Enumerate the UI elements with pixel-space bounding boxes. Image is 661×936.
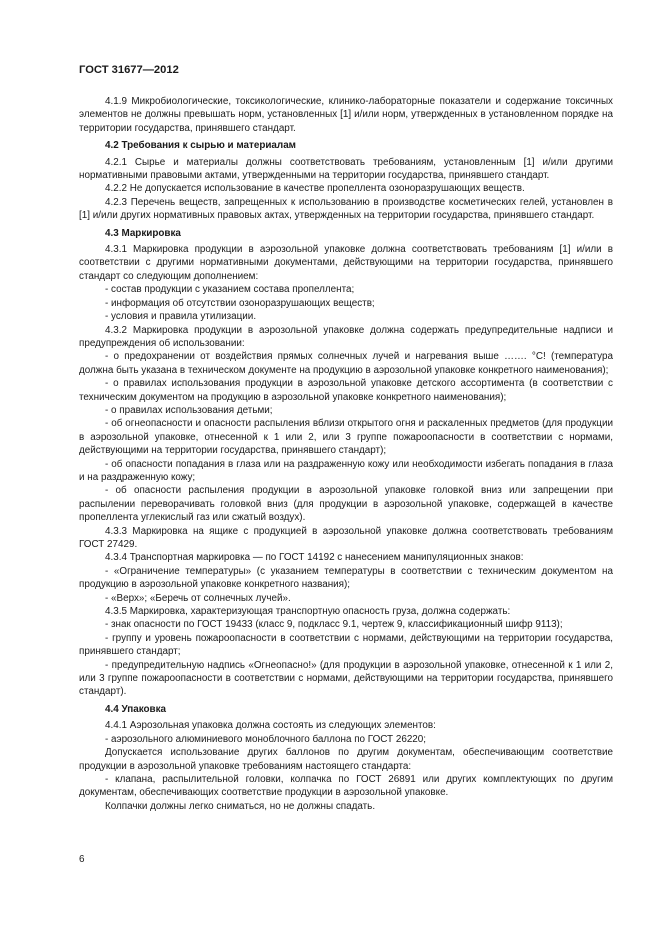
paragraph: 4.2.2 Не допускается использование в качестве пропеллента озоноразрушающих веществ. [105, 183, 525, 195]
paragraph: 4.3.4 Транспортная маркировка — по ГОСТ 14192 с нанесением манипуляционных знаков: [105, 552, 524, 564]
paragraph: - о правилах использования продукции в аэрозольной упаковке детского ассортимента (в соответствии с техническим документом на продукцию в аэрозольной упаковке конкретного наименования); [79, 378, 613, 403]
paragraph: - о правилах использования детьми; [105, 404, 273, 416]
paragraph: 4.3.3 Маркировка на ящике с продукцией в аэрозольной упаковке должна соответствовать требованиям ГОСТ 27429. [79, 525, 613, 550]
paragraph: 4.3.2 Маркировка продукции в аэрозольной упаковке должна содержать предупредительные надписи и предупреждения об использовании: [79, 324, 613, 349]
paragraph: - «Ограничение температуры» (с указанием температуры в соответствии с техническим документом на продукцию в аэрозольной упаковке конкретного названия); [79, 565, 613, 591]
paragraph: - группу и уровень пожароопасности в соответствии с нормами, действующими на территории государства, принявшего стандарт; [79, 632, 613, 658]
paragraph: - об огнеопасности и опасности распыления вблизи открытого огня и раскаленных предметов (для продукции в аэрозольной упаковке, отнесенной к 1 или 2, или 3 группе пожароопасности в соответствии с нормами, действующими на территории государства, принявшего стандарт); [79, 418, 613, 457]
paragraph: - об опасности распыления продукции в аэрозольной упаковке головкой вниз или запрещении при распылении переворачивать головкой вниз (для продукции в аэрозольной упаковке, содержащей в качестве пропеллента углекислый газ или сжатый воздух). [79, 485, 613, 524]
paragraph: 4.1.9 Микробиологические, токсикологические, клинико-лабораторные показатели и содержание токсичных элементов не должны превышать норм, установленных [1] и/или норм, утвержденных в установленном порядке на территории государства, принявшего стандарт. [79, 96, 613, 134]
paragraph: - «Верх»; «Беречь от солнечных лучей». [105, 592, 291, 604]
paragraph: 4.3.5 Маркировка, характеризующая транспортную опасность груза, должна содержать: [105, 606, 511, 618]
paragraph: 4.2.1 Сырье и материалы должны соответствовать требованиям, установленным [1] и/или другими нормативными правовыми актами, утвержденными на территории государства, принявшего стандарт. [79, 156, 613, 182]
section-heading: 4.2 Требования к сырью и материалам [105, 140, 296, 152]
paragraph: 4.4.1 Аэрозольная упаковка должна состоять из следующих элементов: [105, 720, 436, 732]
page-number: 6 [79, 854, 85, 865]
paragraph: - аэрозольного алюминиевого моноблочного баллона по ГОСТ 26220; [105, 733, 427, 745]
paragraph: - предупредительную надпись «Огнеопасно!» (для продукции в аэрозольной упаковке, отнесенной к 1 или 2, или 3 группе пожароопасности в соответствии с нормами, действующими на территории государства, принявшего стандарт). [79, 659, 613, 698]
paragraph: - клапана, распылительной головки, колпачка по ГОСТ 26891 или других комплектующих по другим документам, обеспечивающих соответствие продукции в аэрозольной упаковке. [79, 773, 613, 799]
section-heading: 4.4 Упаковка [105, 703, 167, 715]
paragraph: - об опасности попадания в глаза или на раздраженную кожу или необходимости избегать попадания в глаза и на раздраженную кожу; [79, 458, 613, 483]
paragraph: Допускается использование других баллонов по другим документам, обеспечивающим соответствие продукции в аэрозольной упаковке требованиям настоящего стандарта: [79, 747, 613, 772]
paragraph: - о предохранении от воздействия прямых солнечных лучей и нагревания выше ……. °С! (температура должна быть указана в техническом документе на продукцию в аэрозольной упаковке конкретного наименования); [79, 351, 613, 376]
document-header: ГОСТ 31677—2012 [79, 64, 179, 76]
paragraph: - информация об отсутствии озоноразрушающих веществ; [105, 297, 375, 309]
paragraph: Колпачки должны легко сниматься, но не должны спадать. [105, 800, 376, 812]
paragraph: 4.3.1 Маркировка продукции в аэрозольной упаковке должна соответствовать требованиям [1] и/или в соответствии с другими нормативными документами, действующими на территории государства, принявшего стандарт со следующим дополнением: [79, 244, 613, 282]
paragraph: - состав продукции с указанием состава пропеллента; [105, 284, 355, 296]
paragraph: 4.2.3 Перечень веществ, запрещенных к использованию в производстве косметических гелей, установлен в [1] и/или других нормативных правовых актах, утвержденных на территории государства, принявшего стандарт. [79, 196, 613, 222]
document-body [79, 95, 613, 813]
paragraph: - знак опасности по ГОСТ 19433 (класс 9, подкласс 9.1, чертеж 9, классификационный шифр 9113); [105, 619, 563, 631]
section-heading: 4.3 Маркировка [105, 227, 181, 239]
paragraph: - условия и правила утилизации. [105, 311, 257, 323]
